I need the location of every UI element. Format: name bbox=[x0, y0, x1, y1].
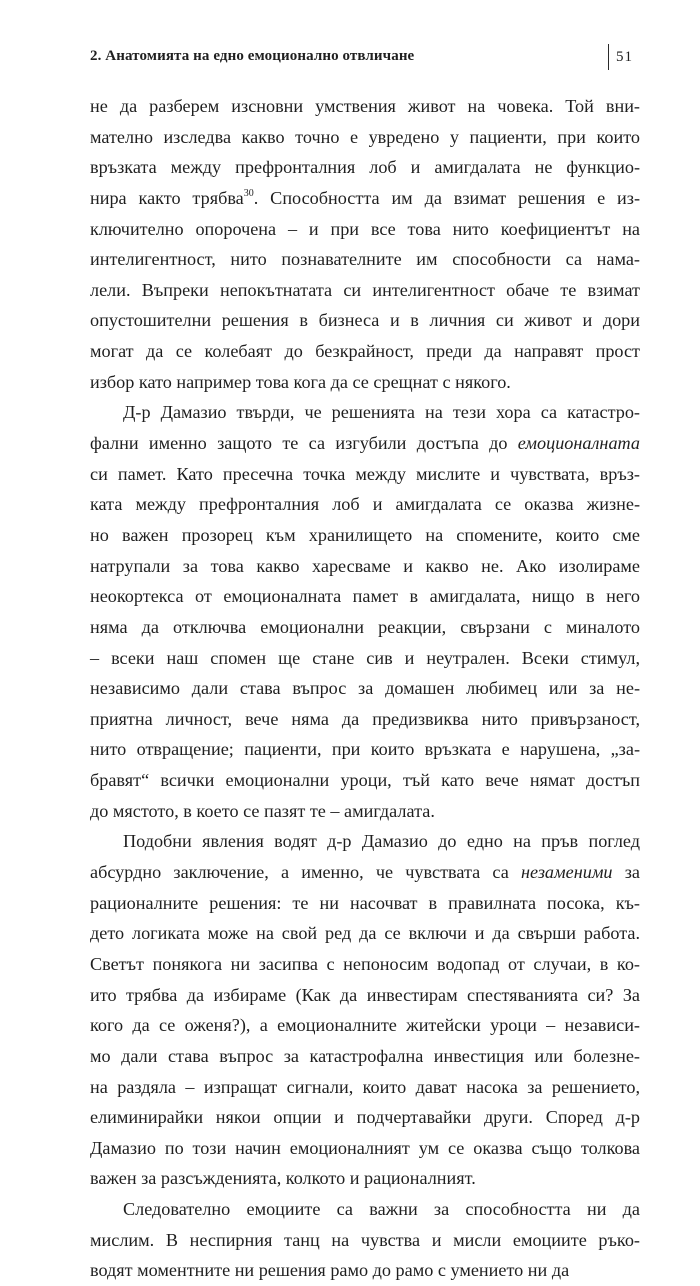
emphasis-text: емоционалната bbox=[517, 433, 640, 454]
text-run: нира както трябва bbox=[90, 187, 244, 208]
chapter-title: 2. Анатомията на едно емоционално отвличане bbox=[90, 48, 415, 64]
paragraph bbox=[90, 397, 640, 826]
text-line bbox=[90, 980, 640, 1011]
text-run: абсурдно заключение, а именно, че чувствата са bbox=[90, 862, 521, 883]
text-run: не да разберем изсновни умствения живот на човека. Той вни- bbox=[90, 96, 640, 116]
running-head bbox=[90, 44, 640, 74]
text-line bbox=[90, 1133, 640, 1164]
text-line bbox=[90, 826, 640, 857]
text-line bbox=[90, 397, 640, 428]
text-run: рационалните решения: те ни насочват в правилната посока, къ- bbox=[90, 892, 640, 913]
text-line bbox=[90, 459, 640, 490]
text-run: бравят“ всички емоционални уроци, тъй като вече нямат достъп bbox=[90, 770, 640, 791]
body-text bbox=[90, 91, 640, 1286]
text-line bbox=[90, 367, 640, 398]
text-run: но важен прозорец към хранилището на спомените, които сме bbox=[90, 524, 640, 545]
text-line bbox=[90, 1041, 640, 1072]
text-line bbox=[90, 673, 640, 704]
text-run: връзката между префронталния лоб и амигдалата не функцио- bbox=[90, 157, 640, 178]
text-line bbox=[90, 152, 640, 183]
text-run: за bbox=[612, 862, 640, 883]
text-run: лели. Въпреки непокътнатата си интелигентност обаче те взимат bbox=[90, 279, 640, 300]
paragraph bbox=[90, 1194, 640, 1286]
text-line bbox=[90, 1194, 640, 1225]
text-run: водят моментните ни решения рамо до рамо с умението ни да bbox=[90, 1260, 570, 1281]
text-run: на раздяла – изпращат сигнали, които дават насока за решението, bbox=[90, 1076, 640, 1097]
text-line bbox=[90, 949, 640, 980]
header-divider bbox=[608, 44, 609, 70]
text-run: Светът понякога ни засипва с непоносим водопад от случаи, в ко- bbox=[90, 953, 640, 974]
text-run: Подобни явления водят д-р Дамазио до едно на пръв поглед bbox=[123, 831, 640, 852]
text-run: Следователно емоциите са важни за способността ни да bbox=[123, 1199, 640, 1220]
text-run: фални именно защото те са изгубили достъпа до bbox=[90, 433, 518, 454]
text-line bbox=[90, 1163, 640, 1194]
text-run: приятна личност, вече няма да предизвиква нито привързаност, bbox=[90, 708, 640, 729]
text-line bbox=[90, 520, 640, 551]
text-line bbox=[90, 244, 640, 275]
text-line bbox=[90, 704, 640, 735]
text-run: няма да отключва емоционални реакции, свързани с миналото bbox=[90, 616, 640, 637]
text-line bbox=[90, 643, 640, 674]
text-run: ката между префронталния лоб и амигдалата се оказва жизне- bbox=[90, 494, 640, 515]
text-run: независимо дали става въпрос за домашен любимец или за не- bbox=[90, 678, 640, 699]
text-line bbox=[90, 857, 640, 888]
text-run: дето логиката може на свой ред да се включи и да свърши работа. bbox=[90, 923, 640, 944]
text-line bbox=[90, 122, 640, 153]
text-run: елиминирайки някои опции и подчертавайки други. Според д-р bbox=[90, 1107, 640, 1128]
text-run: нито отвращение; пациенти, при които връзката е нарушена, „за- bbox=[90, 739, 640, 760]
text-run: мислим. В неспирния танц на чувства и мисли емоциите ръко- bbox=[90, 1229, 640, 1250]
text-line bbox=[90, 888, 640, 919]
text-line bbox=[90, 91, 640, 122]
text-run: – всеки наш спомен ще стане сив и неутрален. Всеки стимул, bbox=[90, 647, 640, 668]
text-run: кого да се оженя?), а емоционалните житейски уроци – независи- bbox=[90, 1015, 640, 1036]
footnote-marker: 30 bbox=[243, 187, 254, 199]
text-run: избор като например това кога да се срещнат с някого. bbox=[90, 371, 511, 392]
text-run: мателно изследва какво точно е увредено у пациенти, при които bbox=[90, 126, 640, 147]
text-run: си памет. Като пресечна точка между мислите и чувствата, връз- bbox=[90, 463, 640, 484]
text-run: важен за разсъжденията, колкото и рационалният. bbox=[90, 1168, 476, 1189]
text-line bbox=[90, 1102, 640, 1133]
text-run: Дамазио по този начин емоционалният ум се оказва също толкова bbox=[90, 1137, 640, 1158]
text-line bbox=[90, 612, 640, 643]
text-run: могат да се колебаят до безкрайност, преди да направят прост bbox=[90, 341, 640, 362]
text-run: . Способността им да взимат решения е из- bbox=[253, 187, 640, 208]
text-line bbox=[90, 428, 640, 459]
paragraph bbox=[90, 91, 640, 397]
text-line bbox=[90, 275, 640, 306]
text-run: неокортекса от емоционалната памет в амигдалата, нищо в него bbox=[90, 586, 640, 607]
text-line bbox=[90, 336, 640, 367]
text-line bbox=[90, 183, 640, 214]
text-run: мо дали става въпрос за катастрофална инвестиция или болезне- bbox=[90, 1045, 640, 1066]
text-line bbox=[90, 918, 640, 949]
text-line bbox=[90, 796, 640, 827]
text-line bbox=[90, 1225, 640, 1256]
page-number: 51 bbox=[616, 49, 633, 65]
text-line bbox=[90, 214, 640, 245]
text-run: ключително опорочена – и при все това нито коефициентът на bbox=[90, 218, 640, 239]
text-run: ито трябва да избираме (Как да инвестирам спестяванията си? За bbox=[90, 984, 640, 1005]
paragraph bbox=[90, 826, 640, 1194]
text-line bbox=[90, 765, 640, 796]
text-line bbox=[90, 734, 640, 765]
text-run: натрупали за това какво харесваме и какво не. Ако изолираме bbox=[90, 555, 640, 576]
text-line bbox=[90, 489, 640, 520]
text-run: до мястото, в което се пазят те – амигдалата. bbox=[90, 800, 435, 821]
text-line bbox=[90, 1072, 640, 1103]
emphasis-text: незаменими bbox=[520, 862, 613, 883]
text-line bbox=[90, 305, 640, 336]
text-line bbox=[90, 581, 640, 612]
text-line bbox=[90, 551, 640, 582]
text-run: опустошителни решения в бизнеса и в личния си живот и дори bbox=[90, 310, 640, 331]
text-run: интелигентност, нито познавателните им способности са нама- bbox=[90, 249, 640, 270]
text-run: Д-р Дамазио твърди, че решенията на тези хора са катастро- bbox=[123, 402, 640, 423]
text-line bbox=[90, 1010, 640, 1041]
text-line bbox=[90, 1255, 640, 1286]
